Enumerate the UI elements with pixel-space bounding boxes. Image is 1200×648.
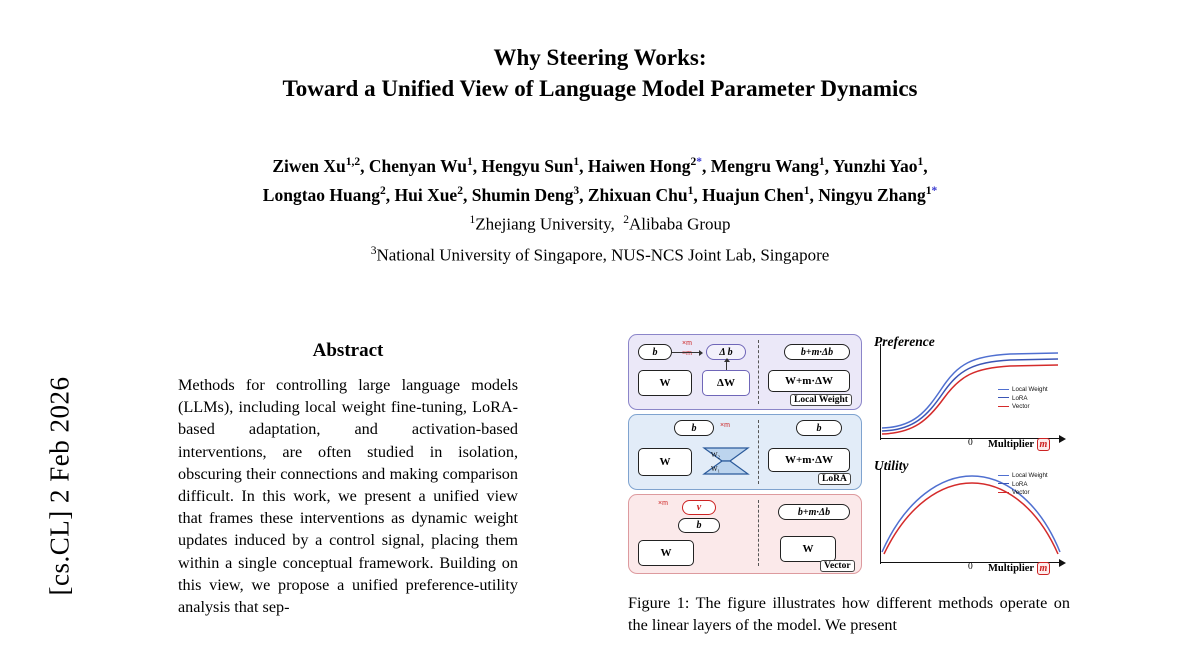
utility-y-axis: [880, 468, 881, 564]
legend-item-vector: [998, 403, 1048, 412]
row1-merged-box: W+m·ΔW: [768, 370, 850, 392]
affil-mark: 3: [370, 244, 377, 257]
row2-divider: [758, 420, 759, 484]
author-name: Ziwen Xu: [272, 155, 346, 176]
corresponding-author-marker: *: [696, 156, 703, 168]
author-name: Ningyu Zhang: [818, 184, 926, 205]
author-affil-mark: 1: [803, 184, 810, 197]
author-affil-mark: 1: [467, 156, 473, 168]
row1-divider: [758, 340, 759, 404]
preference-y-axis: [880, 344, 881, 440]
row3-output-pill: b+m·Δb: [778, 504, 850, 520]
figure-1: [628, 334, 1068, 582]
affiliation-list: [110, 207, 1090, 268]
row1-scale-label-2: ×m: [682, 350, 692, 357]
row3-corner-label: Vector: [820, 560, 855, 572]
author-affil-mark: 2: [457, 184, 463, 197]
legend-item-vector: [998, 489, 1048, 498]
utility-chart: [872, 458, 1068, 578]
utility-x-axis-label: Multiplier m: [988, 562, 1050, 575]
author-name: Hengyu Sun: [481, 155, 574, 176]
row1-delta-b-pill: Δ b: [706, 344, 746, 360]
author-list: [110, 150, 1090, 208]
affiliation-line-1: [110, 207, 1090, 238]
row1-arrow-up: [726, 362, 727, 370]
affil-mark: 2: [623, 214, 630, 226]
row3-scale-label: ×m: [658, 500, 668, 507]
multiplier-badge: m: [1037, 562, 1051, 575]
row1-delta-w-box: ΔW: [702, 370, 750, 396]
preference-x-tick-0: 0: [968, 438, 973, 448]
corresponding-author-marker: *: [931, 184, 938, 197]
row1-w-box: W: [638, 370, 692, 396]
page-title: [130, 42, 1070, 104]
author-affil-mark: 2: [690, 156, 697, 168]
row3-input-pill: b: [678, 518, 720, 533]
row1-arrow-input: [672, 352, 702, 353]
legend-item-local-weight: [998, 472, 1048, 481]
author-name: Huajun Chen: [702, 184, 804, 205]
legend-item-lora: [998, 481, 1048, 490]
author-line-1: Ziwen Xu$^{1,2}$, Chenyan Wu$^1$, Hengyu Sun$^1$, Haiwen Hong$^{2*}$, Mengru Wang$^1$, Yunzhi Yao$^1$,: [272, 155, 928, 176]
author-name: Longtao Huang: [262, 184, 380, 205]
row3-w-box: W: [638, 540, 694, 566]
svg-text:W₂: W₂: [711, 451, 721, 459]
row2-scale-label: ×m: [720, 422, 730, 429]
author-affil-mark: 3: [573, 184, 580, 197]
author-name: Shumin Deng: [471, 184, 574, 205]
legend-label: LoRA: [1012, 394, 1028, 402]
row3-v-pill: v: [682, 500, 716, 515]
row2-input-pill: b: [674, 420, 714, 436]
preference-chart: [872, 334, 1068, 454]
legend-label: Local Weight: [1012, 472, 1048, 479]
author-affil-mark: 1: [925, 184, 932, 197]
author-affil-mark: 1,2: [345, 156, 361, 168]
author-name: Haiwen Hong: [587, 155, 691, 176]
legend-label: LoRA: [1012, 480, 1028, 488]
author-affil-mark: 1: [917, 156, 924, 168]
preference-legend: [998, 386, 1048, 412]
method-diagram: [628, 334, 862, 578]
row1-corner-label: Local Weight: [790, 394, 852, 406]
utility-x-tick-0: 0: [968, 562, 973, 572]
lora-adapter-icon: [700, 444, 752, 478]
affiliation-name: Alibaba Group: [629, 214, 731, 234]
legend-label: Vector: [1012, 403, 1030, 410]
row2-w-box: W: [638, 448, 692, 476]
multiplier-badge: m: [1037, 438, 1051, 451]
author-affil-mark: 2: [379, 184, 386, 197]
arxiv-stamp: [cs.CL] 2 Feb 2026: [44, 376, 75, 596]
author-affil-mark: 1: [573, 156, 580, 168]
author-name: Chenyan Wu: [368, 155, 467, 176]
legend-label: Vector: [1012, 489, 1030, 496]
preference-x-axis-label: Multiplier m: [988, 438, 1050, 451]
row2-output-pill: b: [796, 420, 842, 436]
row3-merged-box: W: [780, 536, 836, 562]
legend-item-local-weight: [998, 386, 1048, 395]
preference-chart-title: Preference: [874, 334, 935, 349]
row2-merged-box: W+m·ΔW: [768, 448, 850, 472]
author-affil-mark: 1: [687, 184, 694, 197]
figure-caption: Figure 1: The figure illustrates how different methods operate on the linear layers of the model. We present: [628, 594, 1070, 635]
author-affil-mark: 1: [818, 156, 825, 168]
affiliation-name: National University of Singapore, NUS-NCS Joint Lab, Singapore: [376, 245, 830, 265]
row1-scale-label-1: ×m: [682, 340, 692, 347]
author-name: Yunzhi Yao: [832, 155, 918, 176]
author-name: Hui Xue: [394, 184, 458, 205]
author-line-2: Longtao Huang$^2$, Hui Xue$^2$, Shumin Deng$^3$, Zhixuan Chu$^1$, Huajun Chen$^1$, Ningyu Zhang$^{1*}$: [262, 184, 938, 205]
row1-input-pill: b: [638, 344, 672, 360]
author-name: Zhixuan Chu: [587, 184, 688, 205]
row1-output-pill: b+m·Δb: [784, 344, 850, 360]
legend-label: Local Weight: [1012, 386, 1048, 393]
affiliation-name: Zhejiang University,: [475, 214, 615, 234]
abstract-heading: Abstract: [312, 340, 384, 361]
abstract-text: Methods for controlling large language models (LLMs), including local weight fine-tuning, LoRA-based adaptation, and activation-based interventions, are often studied in isolation, obscuring their connections and making comparison difficult. In this work, we present a unified view that frames these interventions as dynamic weight updates induced by a control signal, placing them within a single conceptual framework. Building on this view, we propose a unified preference-utility analysis that sep-: [178, 376, 518, 617]
affiliation-line-2: [110, 238, 1090, 269]
affil-mark: 1: [469, 214, 476, 226]
legend-item-lora: [998, 395, 1048, 404]
utility-legend: [998, 472, 1048, 498]
row3-divider: [758, 500, 759, 566]
author-name: Mengru Wang: [710, 155, 819, 176]
utility-chart-title: Utility: [874, 458, 909, 473]
svg-text:W₁: W₁: [711, 465, 721, 473]
title-line-1: Why Steering Works:: [493, 45, 707, 70]
row2-corner-label: LoRA: [818, 473, 851, 485]
title-line-2: Toward a Unified View of Language Model Parameter Dynamics: [282, 76, 918, 101]
